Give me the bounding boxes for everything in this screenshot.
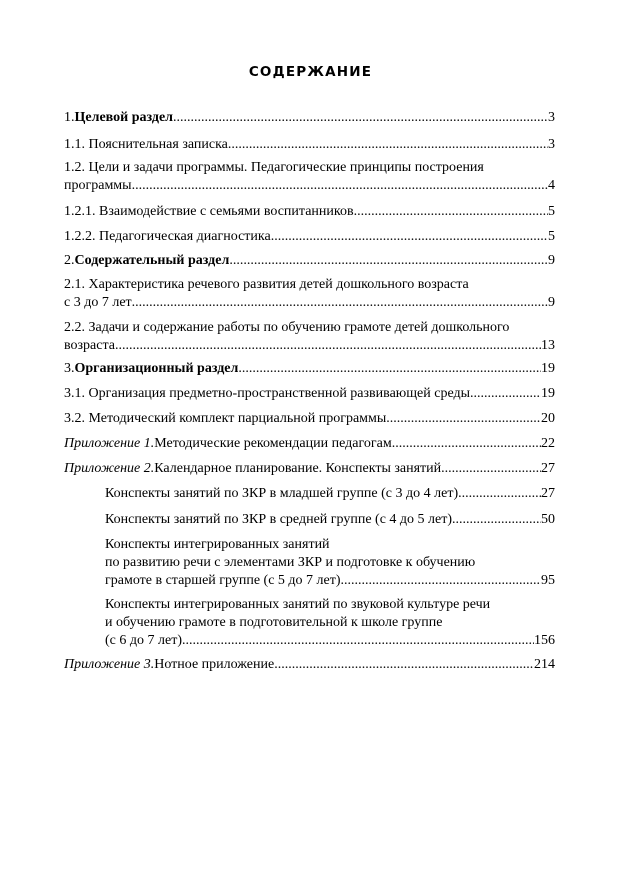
document-title: СОДЕРЖАНИЕ xyxy=(248,64,373,80)
toc-entry-2-1-line1[interactable]: 2.1. Характеристика речевого развития детей дошкольного возраста xyxy=(64,277,469,292)
toc-number: 2. xyxy=(64,253,75,268)
toc-entry-senior-group[interactable] xyxy=(105,572,555,590)
toc-page: 95 xyxy=(541,573,555,588)
toc-appendix-label: Приложение 3. xyxy=(64,657,155,672)
toc-text: 3.2. Методический комплект парциальной программы xyxy=(64,411,387,426)
toc-entry-1-2-1[interactable] xyxy=(64,203,555,221)
toc-leader xyxy=(173,109,548,127)
toc-page: 27 xyxy=(541,486,555,501)
toc-entry-junior-group[interactable] xyxy=(105,485,555,503)
toc-text: 1.1. Пояснительная записка xyxy=(64,137,228,152)
toc-entry-2[interactable] xyxy=(64,252,555,270)
toc-entry-1-2-line1[interactable]: 1.2. Цели и задачи программы. Педагогические принципы построения xyxy=(64,160,484,175)
toc-appendix-label: Приложение 2. xyxy=(64,461,155,476)
toc-entry-1-1[interactable] xyxy=(64,136,555,154)
toc-page: 3 xyxy=(548,110,555,125)
toc-leader xyxy=(238,360,541,378)
toc-page: 5 xyxy=(548,204,555,219)
toc-number: 1. xyxy=(64,110,75,125)
toc-entry-appendix-3[interactable] xyxy=(64,656,555,674)
toc-number: 3. xyxy=(64,361,75,376)
toc-entry-3-1[interactable] xyxy=(64,385,555,403)
toc-text: с 3 до 7 лет xyxy=(64,295,132,310)
toc-text: Календарное планирование. Конспекты занятий xyxy=(154,461,442,476)
toc-leader xyxy=(386,410,541,428)
toc-leader xyxy=(392,435,541,453)
toc-text: Организационный раздел xyxy=(74,361,239,376)
toc-text: 3.1. Организация предметно-пространственной развивающей среды xyxy=(64,386,471,401)
toc-entry-1-2[interactable] xyxy=(64,177,555,195)
toc-page: 13 xyxy=(541,338,555,353)
toc-leader xyxy=(458,485,541,503)
toc-text: Конспекты занятий по ЗКР в младшей группе (с 3 до 4 лет) xyxy=(105,486,459,501)
toc-text: Методические рекомендации педагогам xyxy=(154,436,392,451)
toc-entry-appendix-1[interactable] xyxy=(64,435,555,453)
toc-leader xyxy=(274,656,534,674)
toc-leader xyxy=(115,337,541,355)
toc-entry-appendix-2[interactable] xyxy=(64,460,555,478)
toc-leader xyxy=(470,385,541,403)
toc-text: грамоте в старшей группе (с 5 до 7 лет) xyxy=(105,573,341,588)
toc-page: 9 xyxy=(548,295,555,310)
toc-entry-prep-group-line2[interactable]: и обучению грамоте в подготовительной к школе группе xyxy=(105,615,443,630)
toc-entry-1[interactable] xyxy=(64,109,555,127)
toc-appendix-label: Приложение 1. xyxy=(64,436,155,451)
toc-page: 19 xyxy=(541,361,555,376)
toc-text: Целевой раздел xyxy=(74,110,174,125)
toc-text: Нотное приложение xyxy=(154,657,275,672)
toc-text: 1.2.1. Взаимодействие с семьями воспитанников xyxy=(64,204,354,219)
toc-leader xyxy=(452,511,541,529)
toc-text: возраста xyxy=(64,338,115,353)
toc-page: 5 xyxy=(548,229,555,244)
toc-leader xyxy=(441,460,541,478)
toc-entry-middle-group[interactable] xyxy=(105,511,555,529)
toc-text: 1.2.2. Педагогическая диагностика xyxy=(64,229,271,244)
toc-leader xyxy=(228,136,548,154)
toc-leader xyxy=(182,632,534,650)
toc-page: 20 xyxy=(541,411,555,426)
toc-entry-senior-group-line2[interactable]: по развитию речи с элементами ЗКР и подготовке к обучению xyxy=(105,555,476,570)
toc-leader xyxy=(341,572,541,590)
toc-entry-2-1[interactable] xyxy=(64,294,555,312)
toc-page: 22 xyxy=(541,436,555,451)
toc-text: Содержательный раздел xyxy=(74,253,230,268)
toc-page: 4 xyxy=(548,178,555,193)
toc-entry-prep-group[interactable] xyxy=(105,632,555,650)
toc-page: 3 xyxy=(548,137,555,152)
toc-page: 19 xyxy=(541,386,555,401)
toc-entry-senior-group-line1[interactable]: Конспекты интегрированных занятий xyxy=(105,537,330,552)
toc-leader xyxy=(229,252,548,270)
toc-leader xyxy=(132,294,548,312)
toc-page: 27 xyxy=(541,461,555,476)
toc-page: 50 xyxy=(541,512,555,527)
toc-page: 214 xyxy=(534,657,555,672)
toc-page: 9 xyxy=(548,253,555,268)
toc-leader xyxy=(354,203,548,221)
toc-text: Конспекты занятий по ЗКР в средней группе (с 4 до 5 лет) xyxy=(105,512,453,527)
toc-entry-2-2-line1[interactable]: 2.2. Задачи и содержание работы по обучению грамоте детей дошкольного xyxy=(64,320,510,335)
toc-entry-prep-group-line1[interactable]: Конспекты интегрированных занятий по звуковой культуре речи xyxy=(105,597,491,612)
toc-entry-3-2[interactable] xyxy=(64,410,555,428)
toc-leader xyxy=(271,228,548,246)
toc-entry-2-2[interactable] xyxy=(64,337,555,355)
toc-entry-1-2-2[interactable] xyxy=(64,228,555,246)
toc-text: (с 6 до 7 лет) xyxy=(105,633,182,648)
toc-text: программы xyxy=(64,178,132,193)
toc-page: 156 xyxy=(534,633,555,648)
toc-entry-3[interactable] xyxy=(64,360,555,378)
toc-leader xyxy=(132,177,548,195)
